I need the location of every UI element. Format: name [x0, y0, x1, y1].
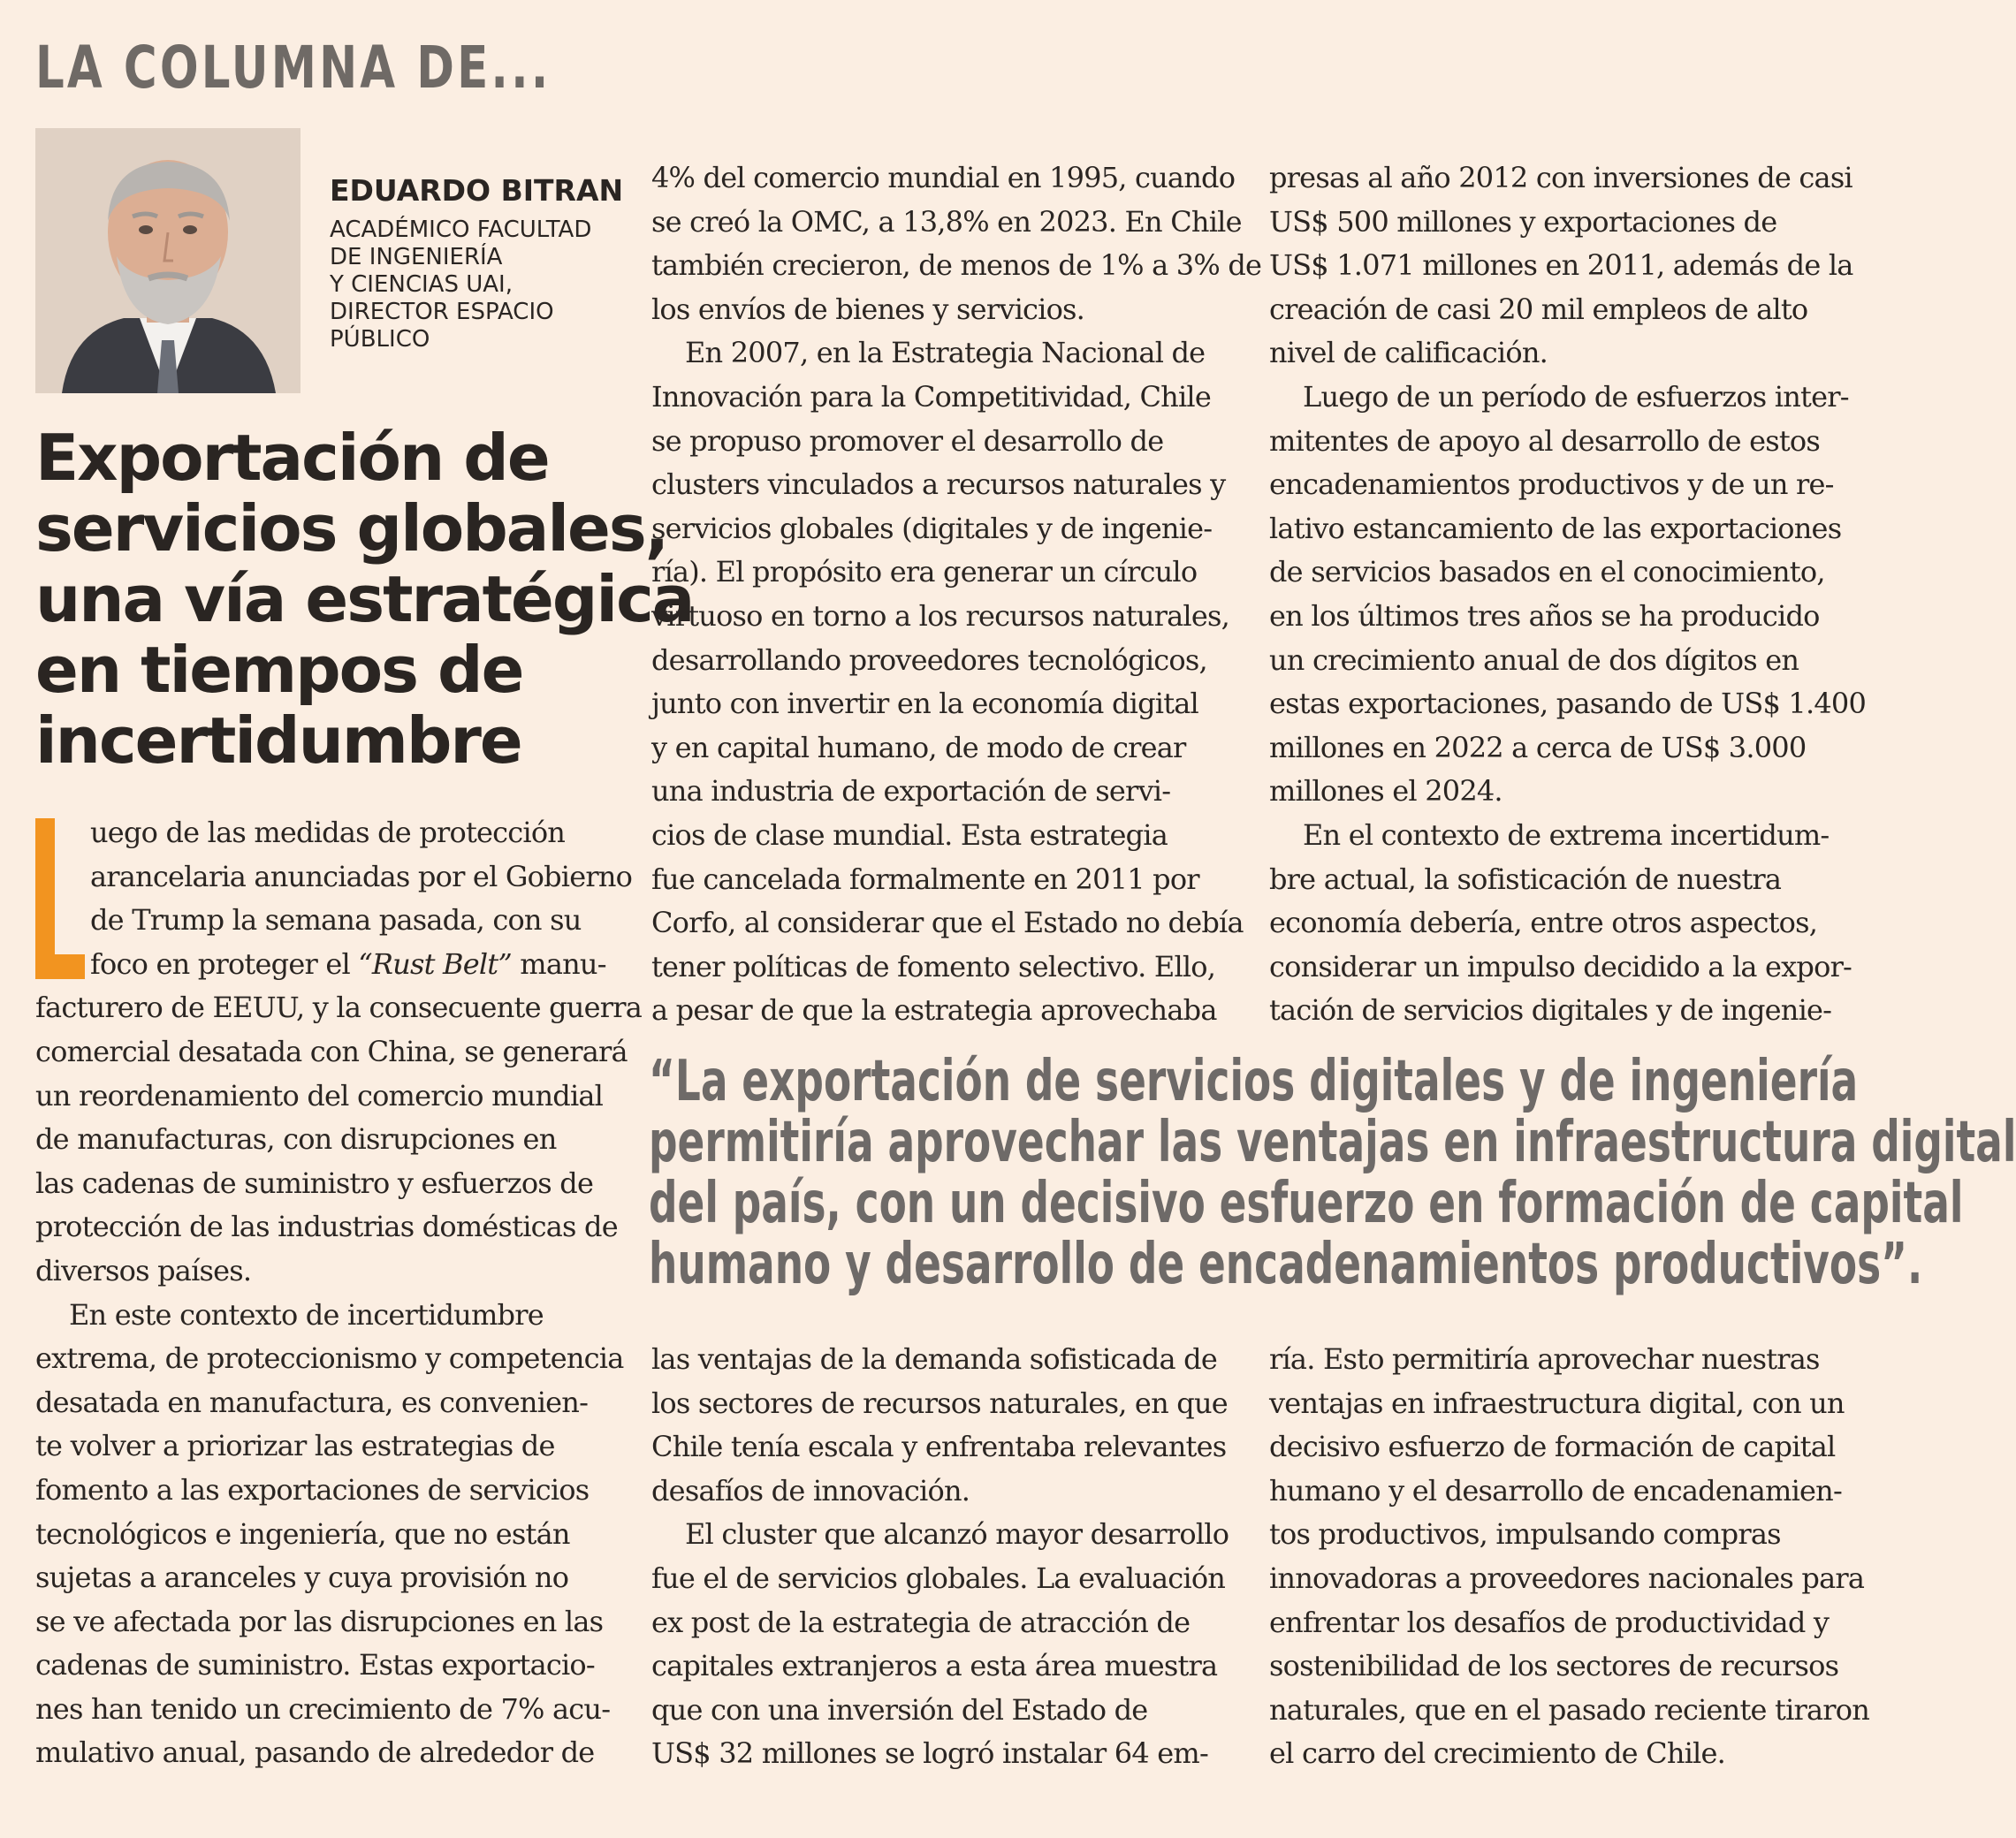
text-line: ventajas en infraestructura digital, con un [1269, 1386, 1845, 1420]
text-line: protección de las industrias domésticas de [35, 1210, 618, 1244]
text-line: mitentes de apoyo al desarrollo de estos [1269, 423, 1820, 458]
text-line: junto con invertir en la economía digital [651, 687, 1198, 721]
text-line: desarrollando proveedores tecnológicos, [651, 642, 1207, 677]
headline-line: servicios globales, [35, 491, 668, 566]
text-line: nes han tenido un crecimiento de 7% acu- [35, 1691, 611, 1726]
text-line: Chile tenía escala y enfrentaba relevantes [651, 1430, 1227, 1464]
text-line: una industria de exportación de servi- [651, 774, 1171, 809]
text-line: arancelaria anunciadas por el Gobierno [90, 859, 633, 893]
headline-line: Exportación de [35, 421, 549, 495]
text-line: Luego de un período de esfuerzos inter- [1303, 379, 1849, 414]
author-role-line: PÚBLICO [330, 326, 430, 353]
text-line: comercial desatada con China, se generará [35, 1034, 628, 1068]
author-photo [35, 128, 300, 393]
text-line: cios de clase mundial. Esta estrategia [651, 817, 1168, 852]
text-line: que con una inversión del Estado de [651, 1692, 1148, 1727]
article-column-1 [35, 811, 642, 1775]
text-line: tener políticas de fomento selectivo. Ello, [651, 949, 1216, 984]
text-line: se creó la OMC, a 13,8% en 2023. En Chile [651, 204, 1242, 239]
text-line: de servicios basados en el conocimiento, [1269, 555, 1825, 589]
pull-quote-line: del país, con un decisivo esfuerzo en formación de capital [649, 1171, 1964, 1236]
text-line: el carro del crecimiento de Chile. [1269, 1736, 1726, 1771]
text-line: En 2007, en la Estrategia Nacional de [685, 336, 1206, 370]
text-line: tación de servicios digitales y de ingenie- [1269, 993, 1832, 1028]
text-line: un crecimiento anual de dos dígitos en [1269, 642, 1799, 677]
text-line: economía debería, entre otros aspectos, [1269, 906, 1818, 940]
text-line: en los últimos tres años se ha producido [1269, 598, 1820, 633]
text-line: mulativo anual, pasando de alrededor de [35, 1735, 595, 1770]
pull-quote-line: “La exportación de servicios digitales y de ingeniería [649, 1049, 1859, 1114]
text-line: fomento a las exportaciones de servicios [35, 1472, 590, 1507]
text-line: tos productivos, impulsando compras [1269, 1517, 1781, 1552]
text-line: desatada en manufactura, es convenien- [35, 1385, 589, 1419]
text-line: tecnológicos e ingeniería, que no están [35, 1516, 570, 1551]
text-line: Corfo, al considerar que el Estado no debía [651, 906, 1244, 940]
text-line: ría. Esto permitiría aprovechar nuestras [1269, 1342, 1820, 1376]
text-line: millones el 2024. [1269, 774, 1502, 809]
text-line: facturero de EEUU, y la consecuente guerra [35, 991, 642, 1025]
text-line: US$ 1.071 millones en 2011, además de la [1269, 248, 1853, 283]
text-line: El cluster que alcanzó mayor desarrollo [685, 1517, 1229, 1552]
text-line: las ventajas de la demanda sofisticada de [651, 1342, 1217, 1376]
headline-line: una vía estratégica [35, 562, 694, 636]
text-line: te volver a priorizar las estrategias de [35, 1429, 555, 1463]
text-line: Innovación para la Competitividad, Chile [651, 379, 1211, 414]
pull-quote-line: humano y desarrollo de encadenamientos productivos”. [649, 1232, 1923, 1297]
text-line: y en capital humano, de modo de crear [651, 730, 1186, 764]
article-headline [35, 421, 694, 778]
author-role-line: Y CIENCIAS UAI, [330, 271, 513, 298]
text-line: un reordenamiento del comercio mundial [35, 1078, 604, 1113]
text-line: sujetas a aranceles y cuya provisión no [35, 1561, 569, 1595]
text-line: de Trump la semana pasada, con su [90, 903, 582, 938]
text-line: fue cancelada formalmente en 2011 por [651, 862, 1199, 896]
section-label: LA COLUMNA DE... [35, 34, 552, 102]
headline-line: en tiempos de [35, 633, 523, 707]
text-line: En este contexto de incertidumbre [69, 1297, 544, 1332]
text-line: En el contexto de extrema incertidum- [1303, 817, 1830, 852]
text-line: cadenas de suministro. Estas exportacio- [35, 1648, 595, 1682]
text-line: los sectores de recursos naturales, en que [651, 1386, 1228, 1420]
text-line: se ve afectada por las disrupciones en las [35, 1604, 604, 1638]
text-line: fue el de servicios globales. La evaluación [651, 1561, 1226, 1595]
text-line: sostenibilidad de los sectores de recursos [1269, 1649, 1839, 1683]
text-line: a pesar de que la estrategia aprovechaba [651, 993, 1217, 1028]
text-line: naturales, que en el pasado reciente tiraron [1269, 1692, 1870, 1727]
headline-line: incertidumbre [35, 703, 521, 778]
text-line: clusters vinculados a recursos naturales y [651, 467, 1226, 502]
text-line: uego de las medidas de protección [90, 816, 566, 849]
text-line: servicios globales (digitales y de ingenie- [651, 511, 1213, 545]
text-line: lativo estancamiento de las exportaciones [1269, 511, 1842, 545]
text-line: las cadenas de suministro y esfuerzos de [35, 1166, 594, 1200]
text-line: virtuoso en torno a los recursos naturales, [651, 598, 1229, 633]
article-column-2-top [651, 156, 1262, 1033]
text-line: foco en proteger el “Rust Belt” manu- [90, 946, 606, 981]
author-role-line: DIRECTOR ESPACIO [330, 299, 554, 325]
text-line: decisivo esfuerzo de formación de capital [1269, 1430, 1836, 1464]
text-line: millones en 2022 a cerca de US$ 3.000 [1269, 730, 1807, 764]
article-column-3-top [1269, 156, 1867, 1033]
author-name: EDUARDO BITRAN [330, 173, 624, 208]
pull-quote [649, 1049, 2016, 1297]
article-column-2-bottom [651, 1338, 1235, 1776]
text-line: considerar un impulso decidido a la expor- [1269, 949, 1852, 984]
text-line: ría). El propósito era generar un círculo [651, 555, 1198, 589]
text-line: desafíos de innovación. [651, 1473, 970, 1508]
article-column-3-bottom [1269, 1338, 1870, 1776]
text-line: capitales extranjeros a esta área muestra [651, 1649, 1218, 1683]
text-line: humano y el desarrollo de encadenamien- [1269, 1473, 1842, 1508]
text-line: extrema, de proteccionismo y competencia [35, 1341, 624, 1376]
text-line: presas al año 2012 con inversiones de casi [1269, 161, 1852, 194]
text-line: estas exportaciones, pasando de US$ 1.400 [1269, 687, 1867, 721]
text-line: creación de casi 20 mil empleos de alto [1269, 292, 1808, 326]
text-line: bre actual, la sofisticación de nuestra [1269, 862, 1782, 896]
text-line: también crecieron, de menos de 1% a 3% de [651, 248, 1262, 283]
text-line: US$ 32 millones se logró instalar 64 em- [651, 1736, 1208, 1771]
text-line: se propuso promover el desarrollo de [651, 423, 1164, 458]
text-line: de manufacturas, con disrupciones en [35, 1122, 557, 1157]
text-line: 4% del comercio mundial en 1995, cuando [651, 161, 1236, 194]
text-line: los envíos de bienes y servicios. [651, 292, 1085, 326]
text-line: innovadoras a proveedores nacionales para [1269, 1561, 1865, 1595]
author-role [330, 216, 621, 353]
text-line: encadenamientos productivos y de un re- [1269, 467, 1834, 502]
author-portrait-image [35, 128, 300, 393]
pull-quote-line: permitiría aprovechar las ventajas en infraestructura digital [649, 1110, 2016, 1175]
author-role-line: DE INGENIERÍA [330, 244, 503, 270]
author-role-line: ACADÉMICO FACULTAD [330, 216, 592, 243]
text-line: US$ 500 millones y exportaciones de [1269, 204, 1777, 239]
text-line: enfrentar los desafíos de productividad y [1269, 1605, 1830, 1639]
text-line: diversos países. [35, 1253, 252, 1287]
text-line: ex post de la estrategia de atracción de [651, 1605, 1191, 1639]
text-line: nivel de calificación. [1269, 336, 1548, 370]
